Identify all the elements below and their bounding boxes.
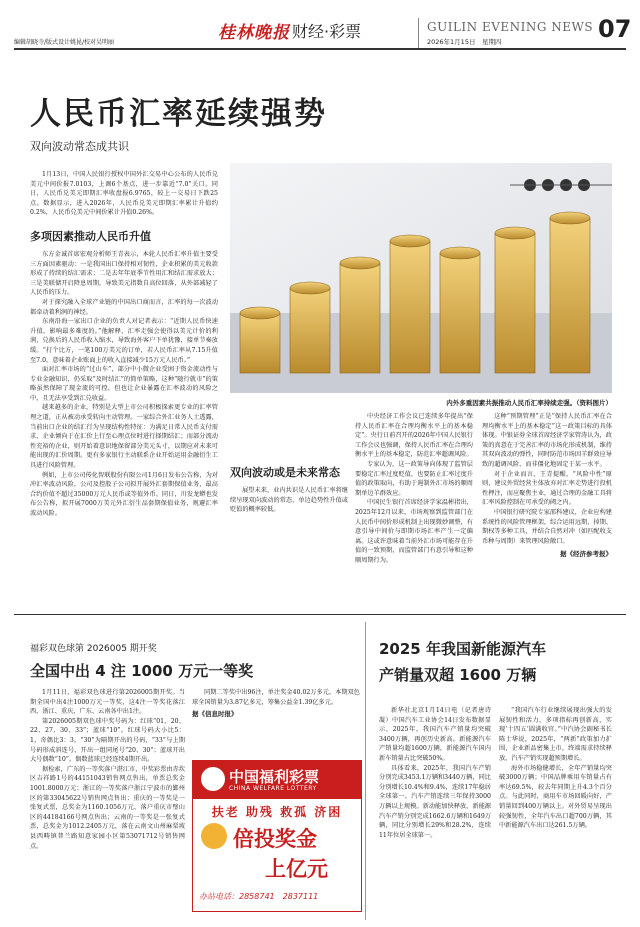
page-number: 07 xyxy=(598,15,632,43)
section2-paragraph: 展望未来，业内共识是人民币汇率将继续呈现双向波动的常态，单边趋势性升值或贬值的概率较低。 xyxy=(230,487,348,514)
column-divider xyxy=(365,622,366,920)
lottery-paragraph: 同期二等奖中出96注，单注奖金40.02万多元。本期双色球全国销量为3.87亿多元，筹集公益金1.39亿多元。 xyxy=(192,689,360,706)
ad-big-text: 上亿元 xyxy=(265,857,328,881)
section2-heading: 双向波动或是未来常态 xyxy=(230,466,340,479)
welfare-lottery-logo-icon xyxy=(201,767,225,791)
ad-phone: 办站电话：2858741 2837111 xyxy=(199,892,319,901)
ev-paragraph: 新华社北京1月14日电（记者唐诗凝）中国汽车工业协会14日发布数据显示，2025年，我国汽车产销量均突破3400万辆，再创历史新高。新能源汽车产销量均超1600万辆，新能源汽车国内新车销量占比突破50%。 xyxy=(379,707,491,762)
section2-paragraph: 这种“预期管理”正是“保持人民币汇率在合理均衡水平上的基本稳定”这一政策目标的具体体现。中银证券全球首席经济学家管涛认为，政策的真意在于完善汇率的市场化形成机制，维持其双向波动的弹性，同时防范市场因羊群效应导致的超调风险，而非僵化地固定于某一水平。 xyxy=(482,413,612,468)
ad-slogan: 扶老 助残 救孤 济困 xyxy=(211,805,343,819)
lottery-paragraph: 第2026005期双色球中奖号码为：红球“01、20、22、27、30、33”；蓝球“10”。红球号码大小比5：1，奇偶比3：3，“30”为隔期开出的号码，“33”与上期号码形成斜连号，开出一组同尾号“20、30”；蓝球开出大号偶数“10”，偶数蓝球已经连续4期开出。 xyxy=(30,717,185,764)
header-rule xyxy=(14,48,626,50)
section1-paragraph: 例如，上市公司传化智联股份有限公司1月6日发布公告称，为对冲汇率波动风险，公司及控股子公司拟开展外汇套期保值业务，最高合约价值不超过35000万元人民币或等值外币。同日，川发龙蟒也发布公告称，拟开展7000万美元外汇衍生品套期保值业务，规避汇率波动风险。 xyxy=(30,471,218,517)
section-divider xyxy=(14,614,626,615)
welfare-lottery-ad xyxy=(192,760,362,912)
issue-date: 2026年1月15日 星期四 xyxy=(427,38,502,46)
intro-paragraph: 1月13日，中国人民银行授权中国外汇交易中心公布的人民币兑美元中间价报7.0103，上调6个基点，进一步靠近“7.0”关口。同日，人民币兑美元即期汇率收盘报6.9765，较上一交易日下跌25点。数据显示，进入2026年，人民币兑美元即期汇率累计升值约0.2%，人民币兑美元中间价累计升值0.26%。 xyxy=(30,171,218,217)
lottery-paragraph: 1月11日，福彩双色球进行第2026005期开奖。当期全国中出4注1000万元一等奖，这4注一等奖花落江西、浙江、重庆、广东、云南各中出1注。 xyxy=(30,689,185,716)
lottery-source: 据《信息时报》 xyxy=(192,710,238,719)
ev-headline: 产销量双超 1600 万辆 xyxy=(379,666,537,684)
newspaper-logo: 桂林晚报 xyxy=(218,23,290,43)
lottery-headline: 全国中出 4 注 1000 万元一等奖 xyxy=(30,662,254,680)
section1-heading: 多项因素推动人民币升值 xyxy=(30,229,151,243)
section1-paragraph: 越来越多的企业，特别是大型上市公司积极探索更专业的汇率管理之道，正从被动承受转向主动管理。一家综合外汇业务人士透露，当前出口企业的结汇行为呈现结构性特征：为满足日常人民币支付需求，企业倾向于在汇价上行至心理点位时进行择期结汇；而部分流动性充裕的企业，则开始着意识地保留部分美元头寸，以期应对未来可能出现的汇价周期。更有多家银行主动联系企业开始运用金融衍生工具进行风险管理。 xyxy=(30,404,218,470)
coins-illustration xyxy=(230,163,612,393)
header-divider xyxy=(418,18,419,48)
ad-banner xyxy=(193,761,361,799)
ev-paragraph: “我国汽车行业继续展现出强大的发展韧性和活力，多项指标再创新高，实现‘十四五’圆满收官。”中汽协会副秘书长陈士华说，2025年，“两新”政策加力扩围，企业新品密集上市，终端需求持续释放，汽车产销实现超预期增长。 xyxy=(499,707,612,762)
section-name: 财经·彩票 xyxy=(292,22,362,41)
section2-paragraph: 专家认为，这一政策导向体现了监管层要稳定汇率过度贬值，也要防止汇率过度升值的政策取向，有助于遏制外汇市场的顺周期单边羊群效应。 xyxy=(355,460,473,497)
section2-paragraph: 中国银行研究院专家邵科建议，企业应构建系统性的风险管理框架，综合运用远期、掉期、期权等多种工具，并结合自然对冲（如匹配收支币种与周期）来管理风险敞口。 xyxy=(482,508,612,545)
section1-paragraph: 东方金诚首席宏观分析师王青表示，本轮人民币汇率升值主要受三方面因素驱动：一是我国出口保持相对韧性，企业积累的美元收款形成了持续的结汇需求；二是去年年底季节性用汇和结汇需求放大；三是美联储开启降息周期，导致美元指数自高位回落，从外部减轻了人民币的压力。 xyxy=(30,250,218,297)
main-source: 据《经济参考报》 xyxy=(560,550,612,559)
lottery-kicker: 福彩双色球第 2026005 期开奖 xyxy=(30,644,157,654)
main-subtitle: 双向波动常态成共识 xyxy=(30,140,129,153)
coins-photo xyxy=(230,163,612,393)
section1-paragraph: 东南沿海一家出口企业的负责人对记者表示：“近期人民币快速升值，影响最多难度的。”他解释，汇率走强会使得以美元计价的利润，兑换后的人民币收入缩水，导致海外客户下单犹豫，接单节奏放缓。“打个比方，一笔100万美元的订单，若人民币汇率从7.15升值至7.0，意味着企业账面上的收入直接减少15万元人民币。” xyxy=(30,318,218,364)
ev-paragraph: 海外市场稳健增长，全年产销量均突破3000万辆；中国品牌乘用车销量占有率达69.5%，较去年同期上升4.3个百分点。与此同时，商用车市场回暖向好，产销量回到400万辆以上。对外贸易呈现出较强韧性，全年汽车出口超700万辆，其中新能源汽车出口达261.5万辆。 xyxy=(499,764,612,830)
section2-paragraph: 中国民生银行首席经济学家温彬指出，2025年12月以来，市场观察到监管部门在人民币中间价形成机制上出现微妙调整，有意引导中间价与即期市场汇率产生一定偏离。这或许意味着当前外汇市场可能存在升值的一致预期，而监管部门有意引导和这种顺周期行为。 xyxy=(355,499,473,564)
section2-paragraph: 中央经济工作会议已连续多年提出“保持人民币汇率在合理均衡水平上的基本稳定”。央行日前召开的2026年中国人民银行工作会议也强调，保持人民币汇率在合理均衡水平上的基本稳定，防范汇率超调风险。 xyxy=(355,413,473,459)
ad-big-text: 倍投奖金 xyxy=(233,827,317,851)
ad-brand-name: 中国福利彩票 xyxy=(229,768,320,786)
ev-headline: 2025 年我国新能源汽车 xyxy=(379,640,546,658)
sun-icon xyxy=(201,823,227,849)
lottery-paragraph: 据检索，广东的一等奖落户湛江市，中奖彩票由赤坎区吉祥路1号的44151043销售网点售出，单票总奖金1001.8000万元；浙江的一等奖落户浙江宁波市的鄞州区的第33045622号销售网点售出；重庆的一等奖是一张复式票，总奖金为1160.1056万元，落户重庆市璧山区的44184166号网点售出；云南的一等奖是一张复式票，总奖金为1012.2405万元，落在云南文山州麻栗坡县西畴镇普兰路知意家园小区第53071712号销售网点。 xyxy=(30,765,185,850)
ev-paragraph: 具体看来，2025年，我国汽车产销分别完成3453.1万辆和3440万辆，同比分别增长10.4%和9.4%，连续17年稳居全球第一。汽车产销连续三年保持3000万辆以上规模。新动能加快释放，新能源汽车产销分别完成1662.6万辆和1649万辆，同比分别增长29%和28.2%，连续11年位居全球第一。 xyxy=(379,764,491,839)
section1-paragraph: 对于探究融入全球产业链的中国出口商而言，汇率的每一次波动都牵动着利润的神经。 xyxy=(30,298,218,316)
main-headline: 人民币汇率延续强势 xyxy=(30,96,327,132)
section1-paragraph: 面对汇率市场的“过山车”，部分中小微企业受困于资金流动性与专业金融知识，仍采取“及时结汇”的简单策略，这种“随行就市”的策略虽然保障了现金流的可控，但也让企业暴露在汇率波动的风险之中，且无法享受到汇兑收益。 xyxy=(30,366,218,402)
section2-paragraph: 对于企业而言，王青提醒，“风险中性”原则，建议外贸经营主体放弃对汇率走势进行投机性押注，而应聚焦主业，通过合理的金融工具将汇率风险控制在可承受的阈之内。 xyxy=(482,470,612,507)
photo-caption: 内外多重因素共振推动人民币汇率持续走强。（资料图片） xyxy=(446,399,612,407)
english-name: GUILIN EVENING NEWS xyxy=(427,20,594,34)
staff-line: 编辑胡晓寺/版式设计姚昆/校对吴明丽 xyxy=(14,39,115,46)
ad-brand-english: CHINA WELFARE LOTTERY xyxy=(229,785,317,792)
